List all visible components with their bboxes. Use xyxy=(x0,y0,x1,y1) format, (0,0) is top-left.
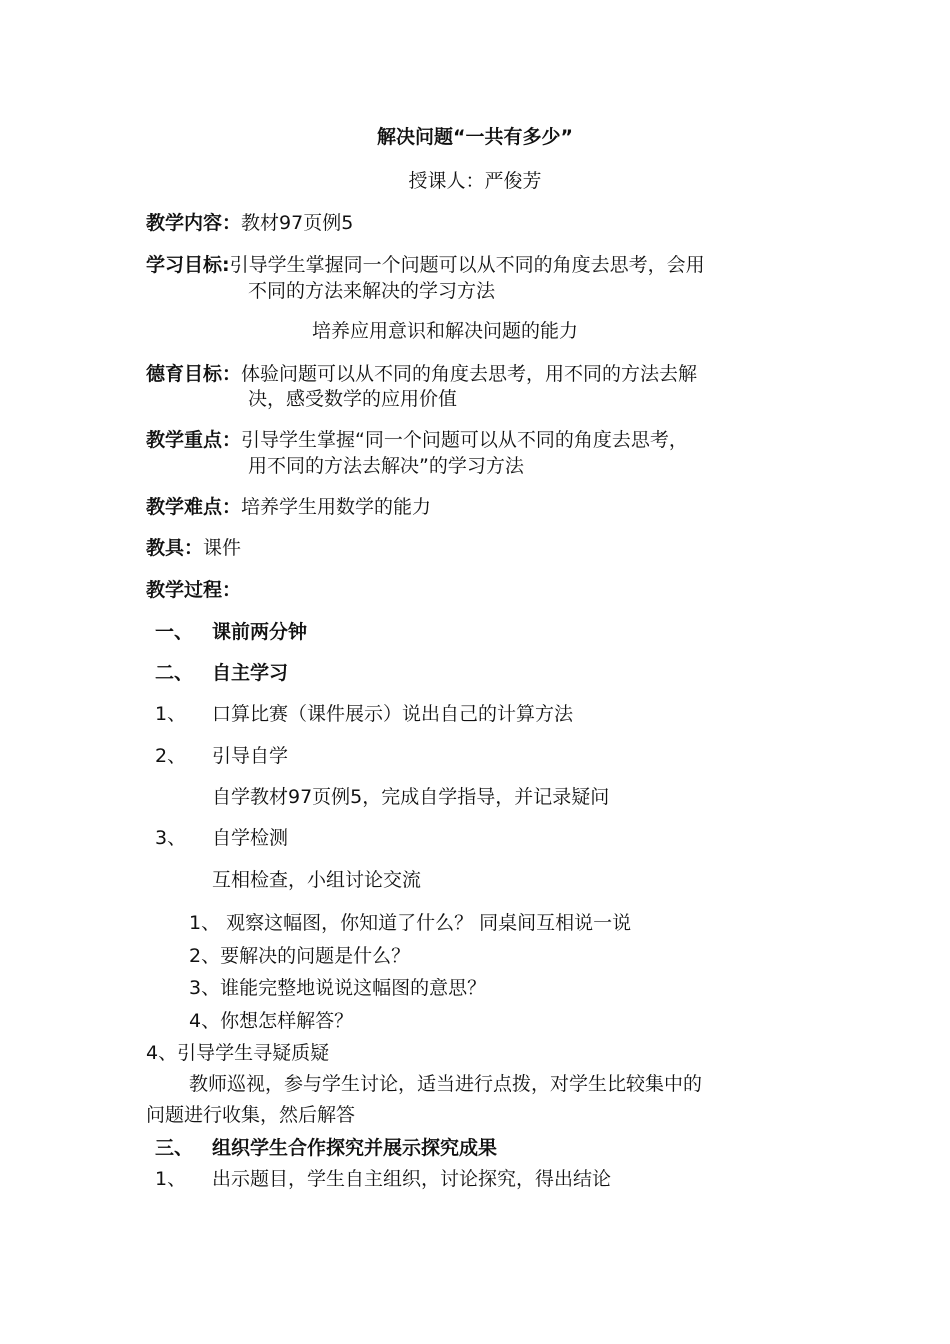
content-label: 教学内容： xyxy=(146,212,242,234)
section-3-title: 组织学生合作探究并展示探究成果 xyxy=(212,1137,498,1159)
tools-label: 教具： xyxy=(146,537,204,559)
keypoint-label: 教学重点： xyxy=(146,429,242,451)
question-1: 1、 观察这幅图，你知道了什么？ 同桌间互相说一说 xyxy=(189,912,632,934)
moral-label: 德育目标： xyxy=(146,363,242,385)
s2-item-3-sub: 互相检查，小组讨论交流 xyxy=(212,869,422,891)
s3-item-1-text: 出示题目，学生自主组织，讨论探究，得出结论 xyxy=(212,1168,612,1190)
item-4-heading: 4、引导学生寻疑质疑 xyxy=(146,1042,330,1064)
s2-item-2-text: 引导自学 xyxy=(212,745,289,767)
s2-item-3-num: 3、 xyxy=(155,827,187,849)
item-4-line-2: 问题进行收集，然后解答 xyxy=(146,1104,356,1126)
difficulty-text: 培养学生用数学的能力 xyxy=(241,496,432,518)
section-2-num: 二、 xyxy=(155,662,194,684)
s3-item-1-num: 1、 xyxy=(155,1168,187,1190)
section-1-title: 课前两分钟 xyxy=(212,621,308,643)
difficulty-line xyxy=(146,494,431,521)
goals-line xyxy=(146,252,705,279)
question-2: 2、要解决的问题是什么？ xyxy=(189,945,411,967)
section-1-num: 一、 xyxy=(155,621,194,643)
s2-item-2-num: 2、 xyxy=(155,745,187,767)
s2-item-1-num: 1、 xyxy=(155,703,187,725)
goals-text-2: 不同的方法来解决的学习方法 xyxy=(248,280,496,302)
moral-line xyxy=(146,361,697,388)
goals-label: 学习目标: xyxy=(146,254,230,276)
difficulty-label: 教学难点： xyxy=(146,496,242,518)
goals-text-3: 培养应用意识和解决问题的能力 xyxy=(312,320,579,342)
s2-item-2-sub: 自学教材97页例5，完成自学指导，并记录疑问 xyxy=(212,786,610,808)
keypoint-line xyxy=(146,427,688,454)
content-text: 教材97页例5 xyxy=(241,212,354,234)
tools-text: 课件 xyxy=(203,537,242,559)
keypoint-text-1: 引导学生掌握“同一个问题可以从不同的角度去思考， xyxy=(241,429,688,451)
tools-line xyxy=(146,535,241,562)
question-4: 4、你想怎样解答？ xyxy=(189,1010,354,1032)
moral-text-1: 体验问题可以从不同的角度去思考，用不同的方法去解 xyxy=(241,363,698,385)
page-title: 解决问题“一共有多少” xyxy=(377,126,573,148)
goals-text-1: 引导学生掌握同一个问题可以从不同的角度去思考，会用 xyxy=(229,254,705,276)
item-4-line-1: 教师巡视，参与学生讨论，适当进行点拨，对学生比较集中的 xyxy=(189,1073,703,1095)
s2-item-1-text: 口算比赛（课件展示）说出自己的计算方法 xyxy=(212,703,574,725)
section-2-title: 自主学习 xyxy=(212,662,289,684)
process-label: 教学过程： xyxy=(146,579,242,601)
question-3: 3、谁能完整地说说这幅图的意思？ xyxy=(189,977,487,999)
moral-text-2: 决，感受数学的应用价值 xyxy=(248,388,458,410)
content-line xyxy=(146,210,353,237)
section-3-num: 三、 xyxy=(155,1137,194,1159)
teacher-line: 授课人：严俊芳 xyxy=(408,170,542,192)
keypoint-text-2: 用不同的方法去解决”的学习方法 xyxy=(248,455,524,477)
s2-item-3-text: 自学检测 xyxy=(212,827,289,849)
